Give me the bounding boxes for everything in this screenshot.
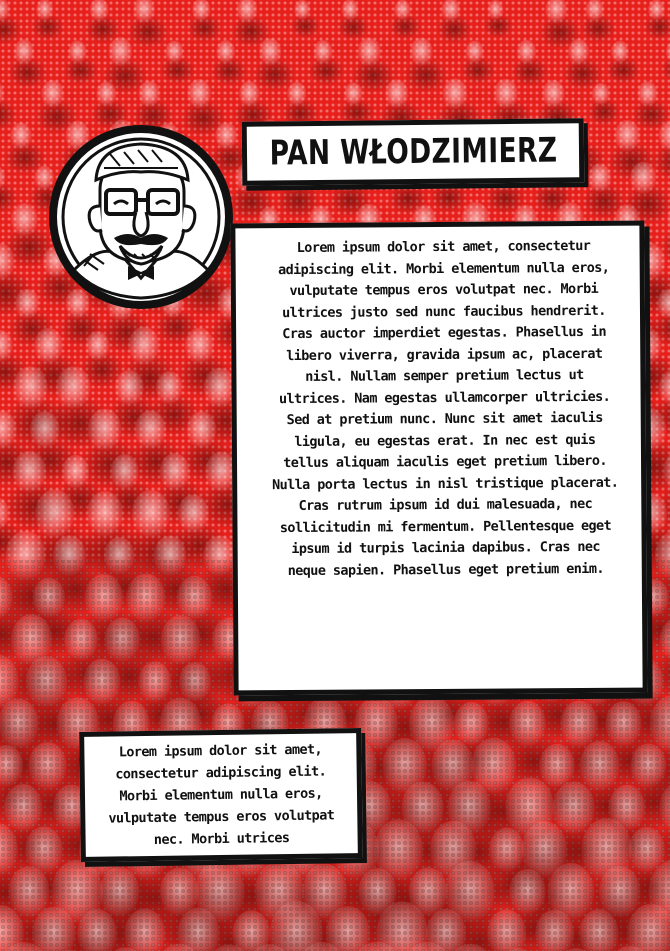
page-title: PAN WŁODZIMIERZ	[268, 130, 558, 174]
caption-panel	[79, 728, 363, 862]
title-panel	[242, 118, 585, 186]
main-text-panel	[230, 221, 647, 696]
caption-text: Lorem ipsum dolor sit amet, consectetur adipiscing elit. Morbi elementum nulla eros, vulputate tempus eros volutpat nec. Morbi utrices	[108, 741, 335, 848]
main-text: Lorem ipsum dolor sit amet, consectetur adipiscing elit. Morbi elementum nulla eros, vulputate tempus eros volutpat nec. Morbi ultrices justo sed nunc faucibus hendrerit. Cras auctor imperdiet egestas. Phasellus in libero viverra, gravida ipsum ac, placerat nisl. Nullam semper pretium lectus ut ultrices. Nam egestas ullamcorper ultricies. Sed at pretium nunc. Nunc sit amet iaculis ligula, eu egestas erat. In nec est quis tellus aliquam iaculis eget pretium libero. Nulla porta lectus in nisl tristique placerat. Cras rutrum ipsum id dui malesuada, nec sollicitudin mi fermentum. Pellentesque eget ipsum id turpis lacinia dapibus. Cras nec neque sapien. Phasellus eget pretium enim.	[271, 237, 619, 579]
cartoon-old-man-portrait-icon	[44, 120, 238, 314]
portrait-medallion	[44, 120, 238, 314]
